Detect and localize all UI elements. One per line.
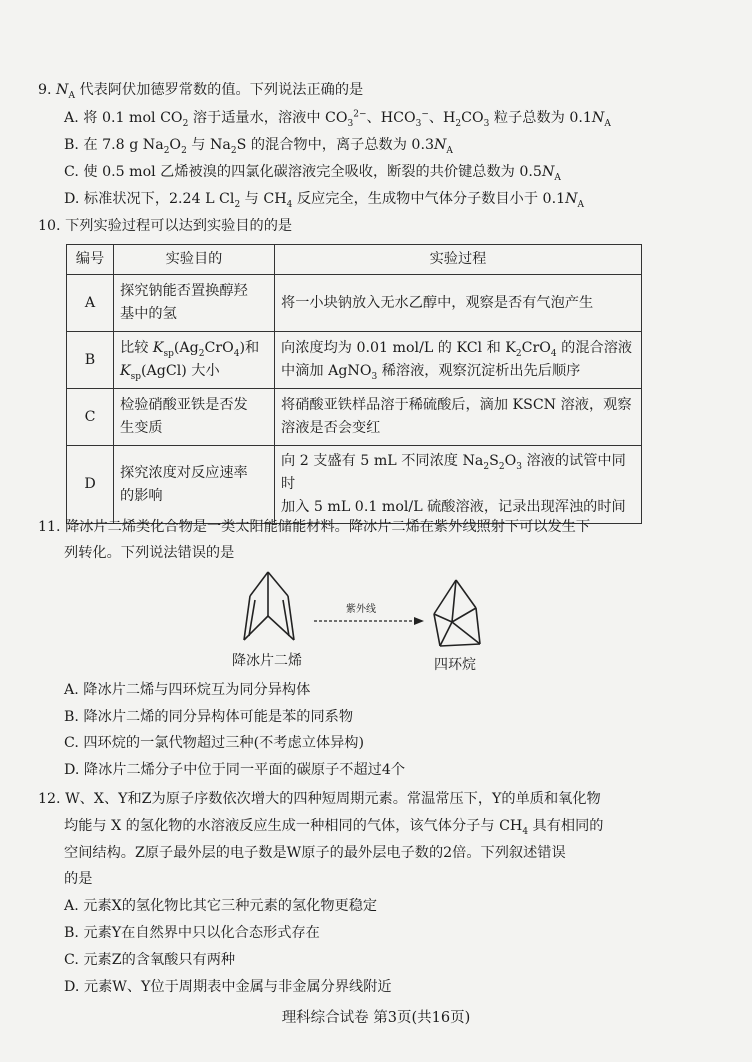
page-footer: 理科综合试卷 第3页(共16页) xyxy=(281,1010,471,1026)
row-process: 向 2 支盛有 5 mL 不同浓度 $Na_2S_2O_3$ 溶液的试管中同时 加入 5 mL 0.1 mol/L 硫酸溶液，记录出现浑浊的时间 xyxy=(275,446,642,524)
experiment-table xyxy=(66,244,642,524)
row-code: C xyxy=(67,389,114,446)
row-code: A xyxy=(67,275,114,332)
q9-option-b: B. 在 7.8 g $Na_2O_2$ 与 $Na_2S$ 的混合物中，离子总数为 $0.3N_A$ xyxy=(64,137,453,156)
q9-option-a: A. 将 0.1 mol $CO_2$ 溶于适量水，溶液中 $CO_3^{2-}$、$HCO_3^-$、$H_2CO_3$ 粒子总数为 $0.1N_A$ xyxy=(64,109,611,129)
q12-stem-line3: 空间结构。Z原子最外层的电子数是W原子的最外层电子数的2倍。下列叙述错误 xyxy=(64,845,566,861)
q12-option-a: A. 元素X的氢化物比其它三种元素的氢化物更稳定 xyxy=(64,898,378,914)
table-row xyxy=(67,446,642,524)
quadricyclane-structure xyxy=(434,580,480,646)
q12-option-b: B. 元素Y在自然界中只以化合态形式存在 xyxy=(64,925,320,941)
table-header-row xyxy=(67,245,642,275)
row-process: 将一小块钠放入无水乙醇中，观察是否有气泡产生 xyxy=(275,275,642,332)
table-header-purpose: 实验目的 xyxy=(114,245,275,275)
row-process: 将硝酸亚铁样品溶于稀硫酸后，滴加 KSCN 溶液，观察 溶液是否会变红 xyxy=(275,389,642,446)
arrow-label: 紫外线 xyxy=(346,604,376,615)
reactant-label: 降冰片二烯 xyxy=(232,653,302,669)
row-purpose: 检验硝酸亚铁是否发 生变质 xyxy=(114,389,275,446)
row-code: B xyxy=(67,332,114,389)
row-process: 向浓度均为 0.01 mol/L 的 KCl 和 $K_2CrO_4$ 的混合溶液 中滴加 AgNO$_3$ 稀溶液，观察沉淀析出先后顺序 xyxy=(275,332,642,389)
table-header-code: 编号 xyxy=(67,245,114,275)
q12-option-c: C. 元素Z的含氧酸只有两种 xyxy=(64,952,236,968)
q9-stem: 9. $N_A$ 代表阿伏加德罗常数的值。下列说法正确的是 xyxy=(38,82,364,101)
q9-option-d: D. 标准状况下，2.24 L $Cl_2$ 与 $CH_4$ 反应完全，生成物中气体分子数目小于 $0.1N_A$ xyxy=(64,191,585,210)
q11-option-a: A. 降冰片二烯与四环烷互为同分异构体 xyxy=(64,682,311,698)
q12-stem-line4: 的是 xyxy=(64,871,93,887)
q11-option-b: B. 降冰片二烯的同分异构体可能是苯的同系物 xyxy=(64,709,354,725)
q12-stem-line2: 均能与 X 的氢化物的水溶液反应生成一种相同的气体，该气体分子与 $CH_4$ 具有相同的 xyxy=(64,818,604,837)
q11-stem-line1: 11. 降冰片二烯类化合物是一类太阳能储能材料。降冰片二烯在紫外线照射下可以发生下 xyxy=(38,519,591,535)
q10-stem: 10. 下列实验过程可以达到实验目的的是 xyxy=(38,218,293,234)
row-purpose: 比较 $K_{sp}(Ag_2CrO_4)$和 $K_{sp}(AgCl)$ 大小 xyxy=(114,332,275,389)
q9-option-c: C. 使 0.5 mol 乙烯被溴的四氯化碳溶液完全吸收，断裂的共价键总数为 $0.5N_A$ xyxy=(64,164,561,183)
table-row xyxy=(67,332,642,389)
table-row xyxy=(67,389,642,446)
q12-option-d: D. 元素W、Y位于周期表中金属与非金属分界线附近 xyxy=(64,979,392,995)
product-label: 四环烷 xyxy=(434,657,476,673)
norbornadiene-structure xyxy=(244,572,294,640)
reaction-diagram xyxy=(232,566,498,676)
table-header-process: 实验过程 xyxy=(275,245,642,275)
q11-stem-line2: 列转化。下列说法错误的是 xyxy=(64,545,235,561)
table-row xyxy=(67,275,642,332)
row-code: D xyxy=(67,446,114,524)
q11-option-d: D. 降冰片二烯分子中位于同一平面的碳原子不超过4个 xyxy=(64,762,406,778)
q12-stem-line1: 12. W、X、Y和Z为原子序数依次增大的四种短周期元素。常温常压下，Y的单质和氧化物 xyxy=(38,791,601,807)
arrow-icon xyxy=(314,617,424,625)
row-purpose: 探究浓度对反应速率 的影响 xyxy=(114,446,275,524)
row-purpose: 探究钠能否置换醇羟 基中的氢 xyxy=(114,275,275,332)
q11-option-c: C. 四环烷的一氯代物超过三种(不考虑立体异构) xyxy=(64,735,365,751)
